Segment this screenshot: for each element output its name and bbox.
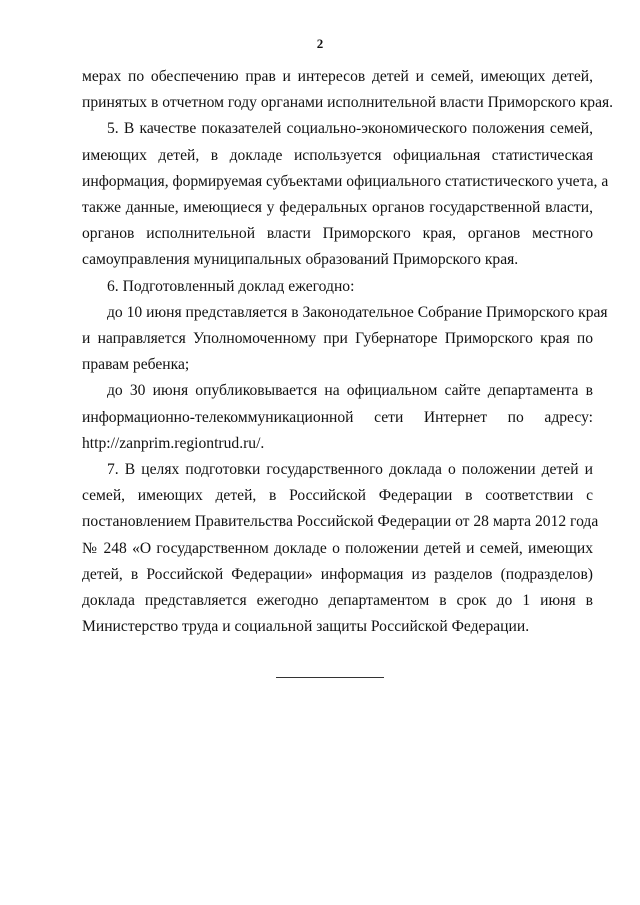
text-line: детей, в Российской Федерации» информация из разделов (подразделов) [82, 565, 593, 583]
paragraph-6 [82, 274, 593, 300]
document-body [82, 64, 614, 640]
text-line: мерах по обеспечению прав и интересов детей и семей, имеющих детей, [82, 68, 593, 85]
text-line: также данные, имеющиеся у федеральных органов государственной власти, [82, 199, 593, 217]
text-line: органов исполнительной власти Приморского края, органов местного [82, 225, 593, 243]
text-line: информация, формируемая субъектами официального статистического учета, а [82, 172, 609, 190]
text-line: семей, имеющих детей, в Российской Федерации в соответствии с [82, 487, 593, 505]
text-line: самоуправления муниципальных образований Приморского края. [82, 251, 519, 269]
text-line: постановлением Правительства Российской Федерации от 28 марта 2012 года [82, 513, 599, 531]
text-line: до 10 июня представляется в Законодательное Собрание Приморского края [107, 303, 608, 321]
paragraph-6-item-a [82, 300, 608, 379]
paragraph-7 [82, 457, 599, 640]
text-line: принятых в отчетном году органами исполнительной власти Приморского края. [82, 94, 614, 112]
url-text-line: http://zanprim.regiontrud.ru/. [82, 434, 265, 452]
text-line: 7. В целях подготовки государственного доклада о положении детей и [107, 461, 593, 479]
text-line: № 248 «О государственном докладе о положении детей и семей, имеющих [82, 539, 593, 557]
page-number: 2 [316, 36, 324, 51]
text-line: информационно-телекоммуникационной сети Интернет по адресу: [82, 408, 593, 426]
text-line: имеющих детей, в докладе используется официальная статистическая [82, 146, 593, 164]
paragraph-4-continued [82, 64, 614, 116]
text-line: 5. В качестве показателей социально-экономического положения семей, [107, 120, 593, 138]
text-line: и направляется Уполномоченному при Губернаторе Приморского края по [82, 330, 593, 348]
text-line: правам ребенка; [82, 356, 190, 374]
closing-divider [276, 677, 384, 678]
text-line: доклада представляется ежегодно департаментом в срок до 1 июня в [82, 592, 593, 610]
text-line: 6. Подготовленный доклад ежегодно: [107, 277, 355, 295]
paragraph-5 [82, 116, 609, 273]
text-line: до 30 июня опубликовывается на официальном сайте департамента в [107, 382, 593, 400]
text-line: Министерство труда и социальной защиты Российской Федерации. [82, 618, 530, 636]
paragraph-6-item-b [82, 378, 593, 457]
